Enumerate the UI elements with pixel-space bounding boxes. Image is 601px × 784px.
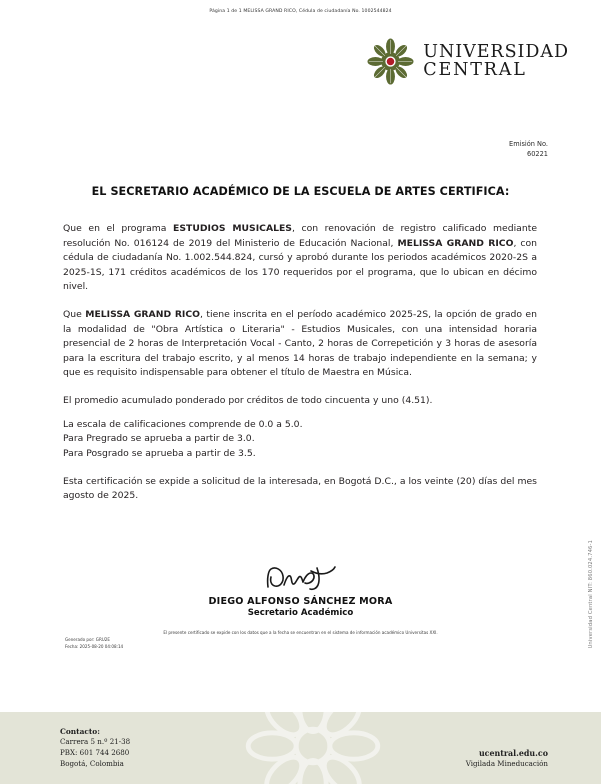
p1-program-name: ESTUDIOS MUSICALES	[173, 223, 292, 234]
footer-supervision: Vigilada Mineducación	[465, 759, 548, 768]
footer-website-block	[466, 749, 548, 768]
leaf-emblem-icon	[367, 38, 414, 85]
p1-text-a: Que en el programa	[63, 223, 174, 234]
handwritten-signature-icon	[261, 562, 341, 594]
signatory-name: DIEGO ALFONSO SÁNCHEZ MORA	[208, 596, 393, 607]
footer-contact-heading: Contacto:	[60, 727, 100, 736]
p1-student-name: MELISSA GRAND RICO	[397, 237, 514, 249]
footer-website[interactable]: ucentral.edu.co	[478, 749, 548, 758]
p1-text-e: , con cédula de ciudadanía No. 1.002.544.824, cursó y aprobó durante los periodos académicos 2020-2S a 2025-1S, 171 créditos académicos de los 170 requeridos por el programa, que lo ubican en décimo nivel.	[63, 237, 537, 293]
paragraph-program	[63, 222, 537, 295]
grading-scale-block	[63, 418, 537, 462]
scale-line-1: La escala de calificaciones comprende de 0.0 a 5.0.	[63, 418, 303, 430]
signatory-role: Secretario Académico	[247, 608, 354, 618]
footer-leaf-watermark-icon	[238, 712, 388, 784]
footer-address: Carrera 5 n.º 21-38	[60, 737, 131, 747]
scale-line-3: Para Posgrado se aprueba a partir de 3.5.	[63, 447, 256, 459]
page-meta-line: Página 1 de 1 MELISSA GRAND RICO, Cédula de ciudadanía No. 1002544824	[209, 9, 392, 14]
fineprint-block	[0, 629, 601, 650]
emission-block	[509, 139, 548, 159]
logo-line-2: CENTRAL	[423, 59, 527, 80]
scale-line-2: Para Pregrado se aprueba a partir de 3.0.	[63, 433, 255, 445]
emission-label: Emisión No.	[509, 140, 548, 148]
fineprint-date: Fecha: 2025-08-20 04:08:14	[65, 644, 124, 650]
footer-contact-block	[60, 726, 130, 770]
emission-number: 60221	[527, 150, 548, 159]
logo-wordmark	[423, 41, 569, 80]
paragraph-issuance: Esta certificación se expide a solicitud de la interesada, en Bogotá D.C., a los veinte (20) días del mes agosto de 2025.	[63, 475, 537, 502]
logo-line-1: UNIVERSIDAD	[423, 41, 569, 62]
footer-city: Bogotá, Colombia	[60, 758, 124, 768]
p2-text-a: Que	[63, 309, 86, 321]
university-logo	[367, 38, 569, 85]
p2-text-c: , tiene inscrita en el período académico 2025-2S, la opción de grado en la modalidad de "Obra Artística o Literaria" - Estudios Musicales, con una intensidad horaria presencial de 2 horas de Interpretación Vocal - Canto, 2 horas de Correpetición y 3 horas de asesoría para la escritura del trabajo escrito, y al menos 14 horas de trabajo independiente en la semana; y que es requisito indispensable para obtener el título de Maestra en Música.	[63, 309, 537, 379]
p2-student-name: MELISSA GRAND RICO	[85, 309, 201, 321]
fineprint-disclaimer: El presente certificado se expide con los datos que a la fecha se encuentran en el sistema de información académico Universitas XXI.	[163, 630, 438, 635]
paragraph-gpa: El promedio acumulado ponderado por créditos de todo cincuenta y uno (4.51).	[63, 395, 433, 407]
fineprint-generated-by: Generado por: GRU2E	[65, 637, 110, 643]
vertical-nit-text: Universidad Central NIT: 860.024.746-1	[588, 540, 594, 649]
document-body	[63, 222, 537, 517]
logo-center-dot-icon	[387, 58, 395, 66]
document-title: EL SECRETARIO ACADÉMICO DE LA ESCUELA DE ARTES CERTIFICA:	[91, 185, 510, 198]
signature-block	[0, 562, 601, 618]
page-footer	[0, 712, 601, 784]
footer-phone: PBX: 601 744 2680	[60, 748, 130, 758]
p1-text-c: , con renovación de registro calificado mediante resolución No. 016124 de 2019 del Ministerio de Educación Nacional,	[63, 223, 538, 249]
paragraph-degree-option	[63, 308, 537, 381]
